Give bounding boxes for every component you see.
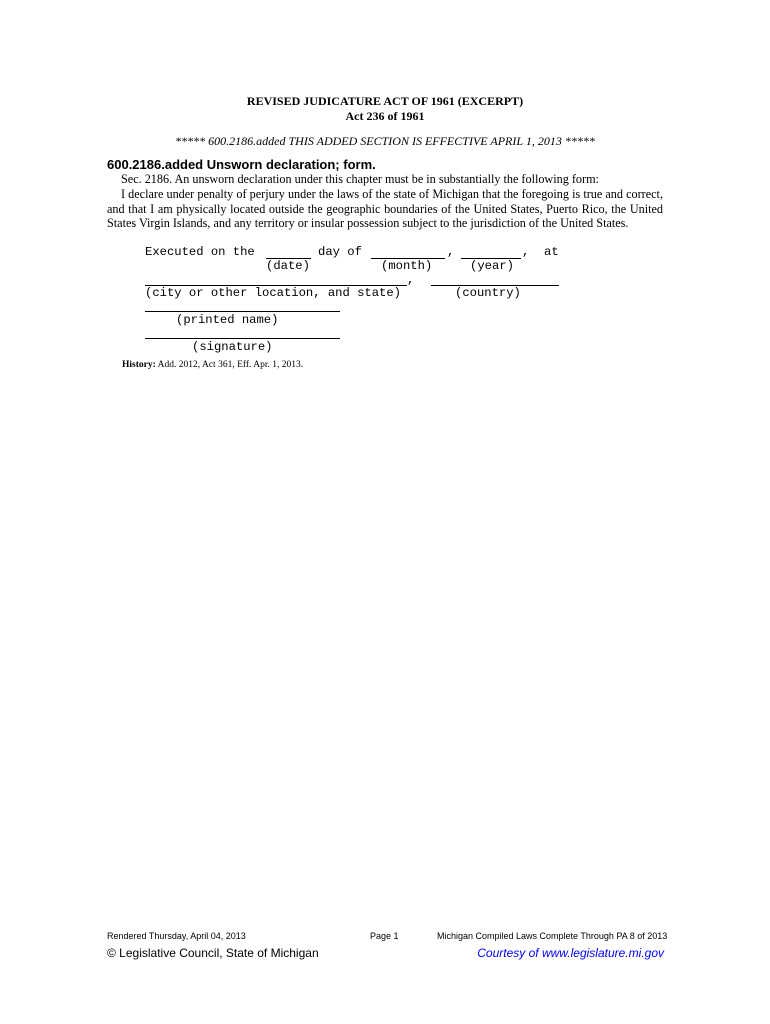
printed-name-label: (printed name)	[176, 313, 279, 327]
page-number: Page 1	[370, 931, 399, 941]
signature-blank	[145, 338, 340, 339]
section-paragraph-2: I declare under penalty of perjury under the laws of the state of Michigan that the foregoing is true and correct, and that I am physically located outside the geographic boundaries of the United States, Puerto Rico, the United States Virgin Islands, and any territory or insular possession subject to the jurisdiction of the United States.	[107, 187, 663, 230]
date-label: (date)	[266, 259, 310, 273]
history-label: History:	[122, 360, 156, 370]
section-paragraph-1: Sec. 2186. An unsworn declaration under this chapter must be in substantially the following form:	[121, 172, 599, 186]
compiled-laws-note: Michigan Compiled Laws Complete Through PA 8 of 2013	[437, 931, 668, 941]
comma-separator: ,	[407, 273, 415, 287]
section-heading: 600.2186.added Unsworn declaration; form.	[107, 157, 376, 172]
at-text: at	[544, 245, 559, 259]
courtesy-link[interactable]: Courtesy of www.legislature.mi.gov	[477, 946, 664, 960]
signature-label: (signature)	[192, 340, 273, 354]
comma-separator: ,	[522, 245, 530, 259]
history-note	[122, 360, 303, 370]
history-text: Add. 2012, Act 361, Eff. Apr. 1, 2013.	[157, 360, 304, 370]
day-of-text: day of	[318, 245, 362, 259]
document-title: REVISED JUDICATURE ACT OF 1961 (EXCERPT)	[246, 94, 524, 108]
comma-separator: ,	[447, 245, 455, 259]
executed-on-text: Executed on the	[145, 245, 255, 259]
rendered-date: Rendered Thursday, April 04, 2013	[107, 931, 246, 941]
act-number: Act 236 of 1961	[345, 109, 425, 123]
month-label: (month)	[381, 259, 433, 273]
country-label: (country)	[455, 286, 521, 300]
city-label: (city or other location, and state)	[145, 286, 401, 300]
year-label: (year)	[470, 259, 514, 273]
copyright-notice: © Legislative Council, State of Michigan	[107, 946, 319, 960]
printed-name-blank	[145, 311, 340, 312]
effective-notice: ***** 600.2186.added THIS ADDED SECTION IS EFFECTIVE APRIL 1, 2013 *****	[175, 134, 595, 148]
